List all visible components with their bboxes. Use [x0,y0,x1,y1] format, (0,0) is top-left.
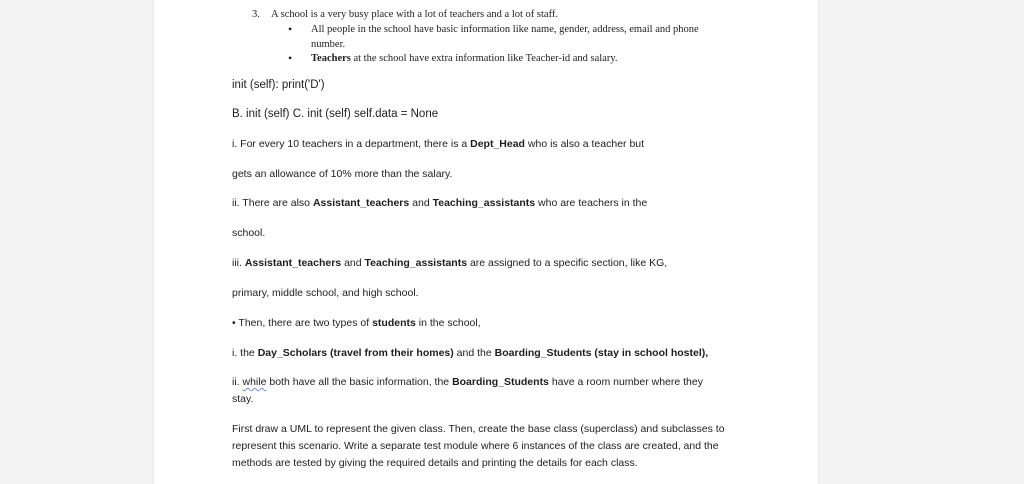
paragraph-stay: stay. [232,393,254,405]
paragraph-assistants: ii. There are also Assistant_teachers and Teaching_assistants who are teachers in the [232,197,648,209]
bullet-teachers-info: Teachers at the school have extra information like Teacher-id and salary. [311,53,618,64]
bullet-icon: • [288,22,293,36]
bullet-icon: • [288,51,293,65]
paragraph-dept-head: i. For every 10 teachers in a department, there is a Dept_Head who is also a teacher but [232,138,645,150]
paragraph-students: • Then, there are two types of students in the school, [232,317,481,329]
paragraph-levels: primary, middle school, and high school. [232,287,419,299]
question-intro: A school is a very busy place with a lot of teachers and a lot of staff. [271,9,559,20]
bullet-basic-info-line2: number. [311,39,346,50]
code-line-options: B. init (self) C. init (self) self.data = None [232,108,439,120]
code-line-init: init (self): print('D') [232,79,325,91]
paragraph-allowance: gets an allowance of 10% more than the salary. [232,168,453,180]
paragraph-school: school. [232,227,266,239]
document-page [154,0,818,484]
paragraph-task: First draw a UML to represent the given class. Then, create the base class (superclass) and subclasses to represent this scenario. Write a separate test module where 6 instances of the class are created, and the methods are tested by giving the required details and printing the details for each class. [232,423,725,469]
paragraph-sections: iii. Assistant_teachers and Teaching_assistants are assigned to a specific section, like KG, [232,257,668,269]
paragraph-boarding: ii. while both have all the basic information, the Boarding_Students have a room number where they [232,376,703,388]
paragraph-student-types: i. the Day_Scholars (travel from their homes) and the Boarding_Students (stay in school hostel), [232,347,709,359]
question-number: 3. [252,9,260,20]
bullet-basic-info-line1: All people in the school have basic information like name, gender, address, email and phone [311,24,699,35]
